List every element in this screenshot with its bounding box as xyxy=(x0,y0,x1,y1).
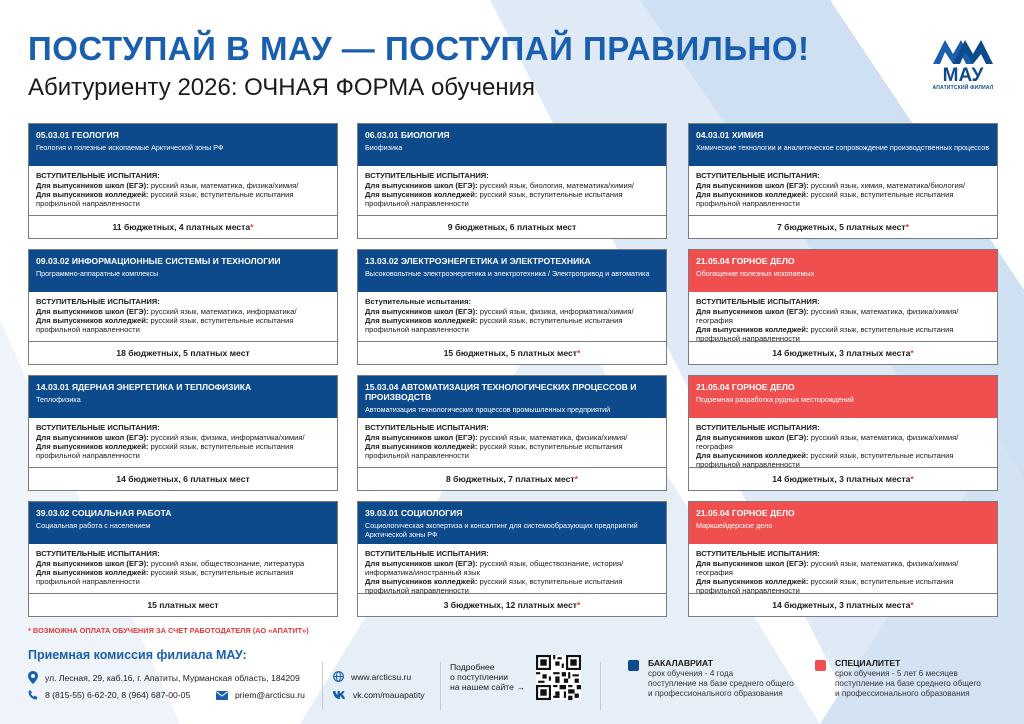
card-exams xyxy=(689,292,997,342)
exam-title: ВСТУПИТЕЛЬНЫЕ ИСПЫТАНИЯ: xyxy=(365,171,489,180)
legend-square-red xyxy=(815,660,826,671)
card-exams xyxy=(29,166,337,216)
exam-school: Для выпускников школ (ЕГЭ): русский язык, физика, информатика/химия/ xyxy=(36,433,305,442)
exam-title: ВСТУПИТЕЛЬНЫЕ ИСПЫТАНИЯ: xyxy=(696,297,820,306)
exam-title: ВСТУПИТЕЛЬНЫЕ ИСПЫТАНИЯ: xyxy=(36,549,160,558)
exam-school: Для выпускников школ (ЕГЭ): русский язык, математика, информатика/ xyxy=(36,307,297,316)
footer-email[interactable]: priem@arcticsu.ru xyxy=(216,690,305,700)
card-exams xyxy=(689,166,997,216)
card-header xyxy=(358,376,666,418)
program-code: 39.03.02 СОЦИАЛЬНАЯ РАБОТА xyxy=(36,508,172,518)
places-count: 14 бюджетных, 6 платных мест xyxy=(116,474,250,484)
exam-college: Для выпускников колледжей: русский язык, вступительные испытания профильной направленности xyxy=(696,190,954,208)
places-count: 18 бюджетных, 5 платных мест xyxy=(116,348,250,358)
card-exams xyxy=(689,544,997,594)
program-card-nuclear-energy xyxy=(28,375,338,491)
program-card-geology xyxy=(28,123,338,239)
program-code: 05.03.01 ГЕОЛОГИЯ xyxy=(36,130,119,140)
exam-school: Для выпускников школ (ЕГЭ): русский язык, биология, математика/химия/ xyxy=(365,181,634,190)
card-header xyxy=(689,124,997,166)
places-count: 11 бюджетных, 4 платных места* xyxy=(112,222,254,232)
exam-college: Для выпускников колледжей: русский язык, вступительные испытания профильной направленности xyxy=(696,325,954,343)
program-code: 14.03.01 ЯДЕРНАЯ ЭНЕРГЕТИКА И ТЕПЛОФИЗИКА xyxy=(36,382,252,392)
exam-college: Для выпускников колледжей: русский язык, вступительные испытания профильной направленности xyxy=(365,577,623,595)
places-count: 14 бюджетных, 3 платных места* xyxy=(772,474,914,484)
places-count: 9 бюджетных, 6 платных мест xyxy=(447,222,577,232)
exam-college: Для выпускников колледжей: русский язык, вступительные испытания профильной направленности xyxy=(365,190,623,208)
exam-school: Для выпускников школ (ЕГЭ): русский язык, химия, математика/биология/ xyxy=(696,181,965,190)
program-profile: Маркшейдерское дело xyxy=(696,521,773,530)
footer-title: Приемная комиссия филиала МАУ: xyxy=(28,648,247,662)
location-pin-icon xyxy=(28,671,38,684)
footer-divider xyxy=(322,662,323,710)
card-header xyxy=(29,502,337,544)
program-profile: Биофизика xyxy=(365,143,403,152)
phone-icon xyxy=(28,690,38,700)
card-exams xyxy=(358,418,666,468)
program-code: 15.03.04 АВТОМАТИЗАЦИЯ ТЕХНОЛОГИЧЕСКИХ ПРОЦЕССОВ И ПРОИЗВОДСТВ xyxy=(365,382,637,402)
globe-icon xyxy=(333,671,344,682)
program-profile: Химические технологии и аналитическое сопровождение производственных процессов xyxy=(696,143,990,152)
card-header xyxy=(689,250,997,292)
exam-school: Для выпускников школ (ЕГЭ): русский язык, математика, физика/химия/география xyxy=(696,559,959,577)
program-code: 21.05.04 ГОРНОЕ ДЕЛО xyxy=(696,382,795,392)
card-header xyxy=(29,376,337,418)
exam-college: Для выпускников колледжей: русский язык, вступительные испытания профильной направленности xyxy=(36,442,294,460)
card-exams xyxy=(29,292,337,342)
exam-college: Для выпускников колледжей: русский язык, вступительные испытания профильной направленности xyxy=(36,190,294,208)
card-exams xyxy=(358,544,666,594)
exam-college: Для выпускников колледжей: русский язык, вступительные испытания профильной направленности xyxy=(36,568,294,586)
program-card-automation xyxy=(357,375,667,491)
card-header xyxy=(358,124,666,166)
program-code: 21.05.04 ГОРНОЕ ДЕЛО xyxy=(696,256,795,266)
program-profile: Автоматизация технологических процессов промышленных предприятий xyxy=(365,405,611,414)
footer-phone: 8 (815-55) 6-62-20, 8 (964) 687-00-05 xyxy=(28,690,190,700)
exam-title: ВСТУПИТЕЛЬНЫЕ ИСПЫТАНИЯ: xyxy=(36,423,160,432)
card-exams xyxy=(358,166,666,216)
card-exams xyxy=(358,292,666,342)
program-card-sociology xyxy=(357,501,667,617)
program-profile: Социологическая экспертиза и консалтинг для системообразующих предприятий Арктической зоны РФ xyxy=(365,521,638,539)
footer-divider xyxy=(440,662,441,710)
program-profile: Обогащение полезных ископаемых xyxy=(696,269,815,278)
card-header xyxy=(689,502,997,544)
vk-icon xyxy=(333,691,346,699)
employer-payment-note: * ВОЗМОЖНА ОПЛАТА ОБУЧЕНИЯ ЗА СЧЕТ РАБОТОДАТЕЛЯ (АО «АПАТИТ») xyxy=(28,626,309,635)
mau-logo-icon xyxy=(931,36,995,66)
card-header xyxy=(29,250,337,292)
exam-school: Для выпускников школ (ЕГЭ): русский язык, математика, физика/химия/география xyxy=(696,433,959,451)
exam-college: Для выпускников колледжей: русский язык, вступительные испытания профильной направленности xyxy=(365,316,623,334)
exam-title: ВСТУПИТЕЛЬНЫЕ ИСПЫТАНИЯ: xyxy=(365,549,489,558)
program-profile: Геология и полезные ископаемые Арктической зоны РФ xyxy=(36,143,224,152)
program-card-social-work xyxy=(28,501,338,617)
card-exams xyxy=(689,418,997,468)
program-profile: Теплофизика xyxy=(36,395,81,404)
program-code: 06.03.01 БИОЛОГИЯ xyxy=(365,130,450,140)
exam-title: ВСТУПИТЕЛЬНЫЕ ИСПЫТАНИЯ: xyxy=(696,423,820,432)
program-profile: Подземная разработка рудных месторождений xyxy=(696,395,854,404)
program-code: 21.05.04 ГОРНОЕ ДЕЛО xyxy=(696,508,795,518)
program-profile: Высоковольтные электроэнергетика и электротехника / Электропривод и автоматика xyxy=(365,269,650,278)
exam-title: ВСТУПИТЕЛЬНЫЕ ИСПЫТАНИЯ: xyxy=(36,297,160,306)
program-code: 13.03.02 ЭЛЕКТРОЭНЕРГЕТИКА И ЭЛЕКТРОТЕХНИКА xyxy=(365,256,591,266)
exam-title: Вступительные испытания: xyxy=(365,297,472,306)
program-profile: Программно-аппаратные комплексы xyxy=(36,269,159,278)
program-card-biology xyxy=(357,123,667,239)
exam-college: Для выпускников колледжей: русский язык, вступительные испытания профильной направленности xyxy=(696,451,954,469)
qr-code[interactable] xyxy=(536,655,581,700)
footer-address: ул. Лесная, 29, каб.16, г. Апатиты, Мурманская область, 184209 xyxy=(28,671,300,684)
more-info-text: Подробнее о поступлении на нашем сайте → xyxy=(450,662,525,692)
exam-title: ВСТУПИТЕЛЬНЫЕ ИСПЫТАНИЯ: xyxy=(696,549,820,558)
places-count: 7 бюджетных, 5 платных мест* xyxy=(777,222,909,232)
card-header xyxy=(358,250,666,292)
places-count: 15 бюджетных, 5 платных мест* xyxy=(443,348,581,358)
legend-square-blue xyxy=(628,660,639,671)
places-count: 14 бюджетных, 3 платных места* xyxy=(772,600,914,610)
card-header xyxy=(358,502,666,544)
program-card-mining-underground xyxy=(688,375,998,491)
footer-divider xyxy=(600,662,601,710)
program-profile: Социальная работа с населением xyxy=(36,521,151,530)
exam-college: Для выпускников колледжей: русский язык, вступительные испытания профильной направленности xyxy=(365,442,623,460)
footer: Приемная комиссия филиала МАУ: ул. Лесная, 29, каб.16, г. Апатиты, Мурманская область, 184209 8 (815-55) 6-62-20, 8 (964) 687-00-05 priem@arcticsu.ru www.arcticsu.ru vk.com/mauapatity Подробнее о поступлении на нашем сайте → БАКАЛАВРИАТ срок обучения - 4 года поступление на базе среднего общего и профессионального образования СПЕЦИАЛИТЕТ срок обучения - 5 лет 6 месяцев поступление на базе среднего общего и профессионального образования xyxy=(0,636,1024,724)
program-card-mining-survey xyxy=(688,501,998,617)
program-card-information-systems xyxy=(28,249,338,365)
mau-logo xyxy=(928,36,998,96)
footer-website[interactable]: www.arcticsu.ru xyxy=(333,671,411,682)
exam-title: ВСТУПИТЕЛЬНЫЕ ИСПЫТАНИЯ: xyxy=(36,171,160,180)
exam-school: Для выпускников школ (ЕГЭ): русский язык, математика, физика/химия/ xyxy=(365,433,628,442)
exam-school: Для выпускников школ (ЕГЭ): русский язык, математика, физика/химия/ xyxy=(36,181,299,190)
card-exams xyxy=(29,544,337,594)
logo-name: МАУ xyxy=(942,65,984,86)
card-header xyxy=(689,376,997,418)
exam-school: Для выпускников школ (ЕГЭ): русский язык, обществознание, история/информатика/иностранный язык xyxy=(365,559,624,577)
program-card-chemistry xyxy=(688,123,998,239)
exam-school: Для выпускников школ (ЕГЭ): русский язык, математика, физика/химия/география xyxy=(696,307,959,325)
places-count: 15 платных мест xyxy=(147,600,219,610)
exam-college: Для выпускников колледжей: русский язык, вступительные испытания профильной направленности xyxy=(36,316,294,334)
exam-college: Для выпускников колледжей: русский язык, вступительные испытания профильной направленности xyxy=(696,577,954,595)
places-count: 3 бюджетных, 12 платных мест* xyxy=(443,600,581,610)
card-header xyxy=(29,124,337,166)
program-card-electrical-engineering xyxy=(357,249,667,365)
program-code: 39.03.01 СОЦИОЛОГИЯ xyxy=(365,508,463,518)
program-code: 04.03.01 ХИМИЯ xyxy=(696,130,764,140)
footer-vk[interactable]: vk.com/mauapatity xyxy=(333,690,425,700)
program-code: 09.03.02 ИНФОРМАЦИОННЫЕ СИСТЕМЫ И ТЕХНОЛОГИИ xyxy=(36,256,281,266)
program-card-mining-enrichment xyxy=(688,249,998,365)
exam-title: ВСТУПИТЕЛЬНЫЕ ИСПЫТАНИЯ: xyxy=(696,171,820,180)
exam-title: ВСТУПИТЕЛЬНЫЕ ИСПЫТАНИЯ: xyxy=(365,423,489,432)
page-subtitle: Абитуриенту 2026: ОЧНАЯ ФОРМА обучения xyxy=(28,74,536,101)
email-icon xyxy=(216,691,228,700)
page-title: ПОСТУПАЙ В МАУ — ПОСТУПАЙ ПРАВИЛЬНО! xyxy=(28,30,810,67)
card-exams xyxy=(29,418,337,468)
logo-subtitle: АПАТИТСКИЙ ФИЛИАЛ xyxy=(932,85,994,91)
exam-school: Для выпускников школ (ЕГЭ): русский язык, обществознание, литература xyxy=(36,559,305,568)
exam-school: Для выпускников школ (ЕГЭ): русский язык, физика, информатика/химия/ xyxy=(365,307,634,316)
places-count: 8 бюджетных, 7 платных мест* xyxy=(446,474,578,484)
places-count: 14 бюджетных, 3 платных места* xyxy=(772,348,914,358)
